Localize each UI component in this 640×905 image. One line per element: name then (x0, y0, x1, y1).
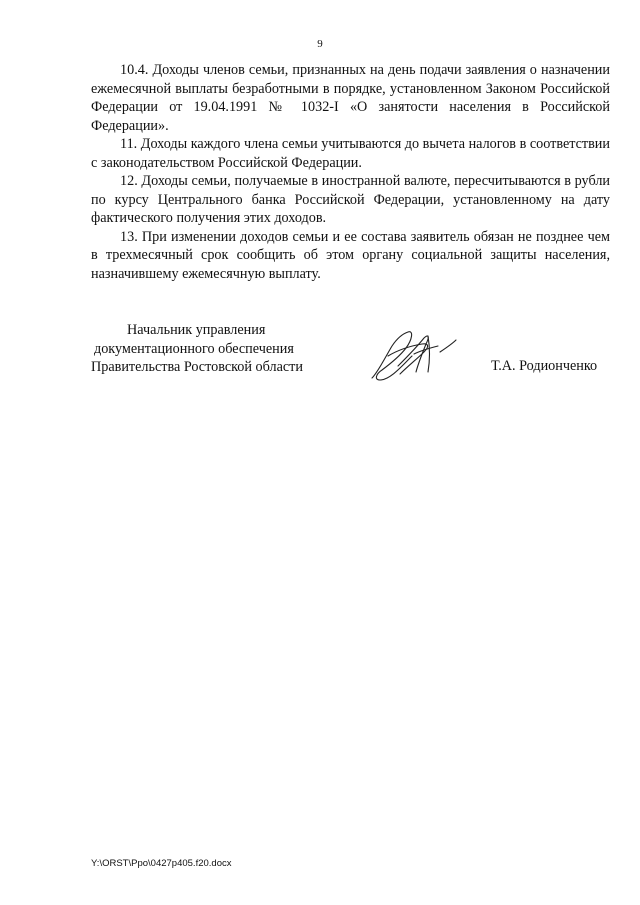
position-line-1: Начальник управления (127, 322, 266, 338)
paragraph-11: 11. Доходы каждого члена семьи учитываются до вычета налогов в соответствии с законодательством Российской Федерации. (91, 136, 610, 171)
paragraph-13: 13. При изменении доходов семьи и ее состава заявитель обязан не позднее чем в трехмесячный срок сообщить об этом органу социальной защиты населения, назначившему ежемесячную выплату. (91, 228, 610, 282)
paragraph-10-4: 10.4. Доходы членов семьи, признанных на день подачи заявления о назначении ежемесячной выплаты безработными в порядке, установленном Законом Российской Федерации от 19.04.1991 № 1032-I «О занятости населения в Российской Федерации». (91, 62, 610, 134)
page-number: 9 (317, 38, 323, 50)
signatory-position (91, 321, 331, 377)
signatory-name: Т.А. Родионченко (491, 358, 598, 374)
position-line-2: документационного обеспечения (94, 340, 294, 357)
handwritten-signature (368, 326, 468, 388)
position-line-3: Правительства Ростовской области (91, 359, 303, 375)
file-path-footer: Y:\ORST\Ppo\0427p405.f20.docx (91, 858, 232, 869)
document-body (91, 61, 610, 283)
paragraph-12: 12. Доходы семьи, получаемые в иностранной валюте, пересчитываются в рубли по курсу Центрального банка Российской Федерации, установленному на дату фактического получения этих доходов. (91, 173, 610, 226)
